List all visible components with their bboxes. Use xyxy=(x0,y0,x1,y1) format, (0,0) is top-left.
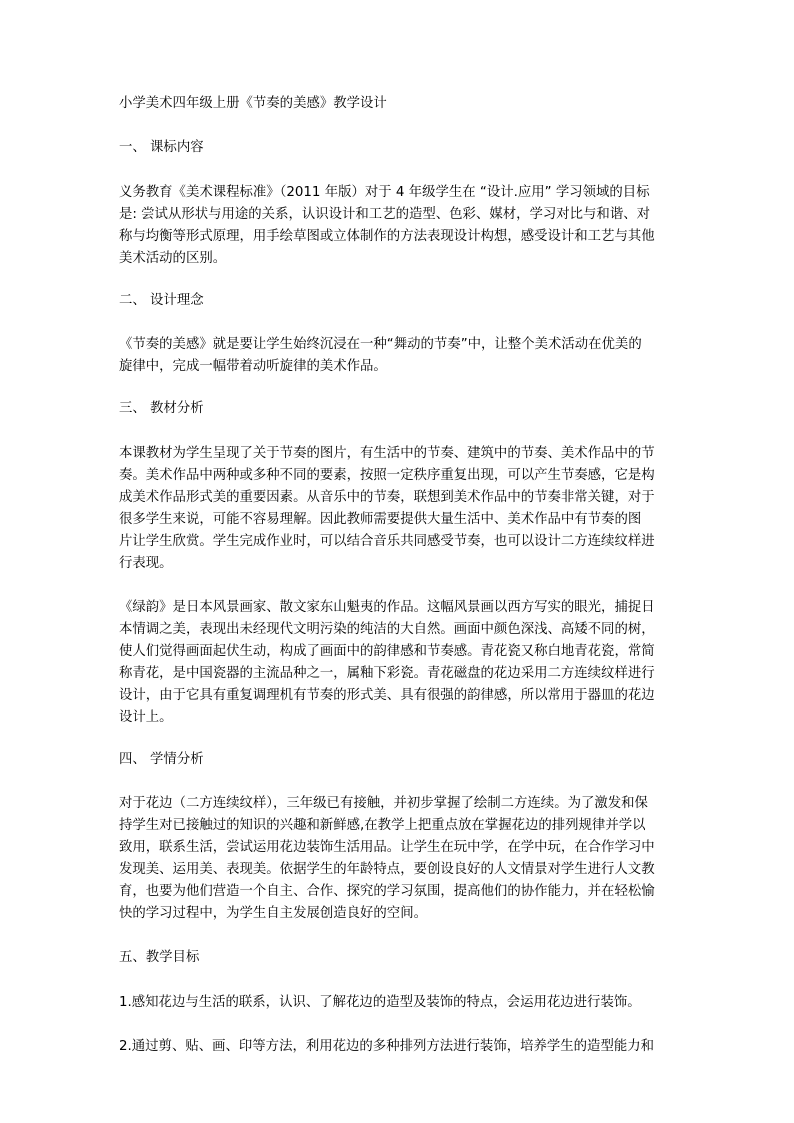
paragraph-line: 对于花边（二方连续纹样），三年级已有接触，并初步掌握了绘制二方连续。为了激发和保 xyxy=(119,796,648,811)
paragraph-line: 2.通过剪、贴、画、印等方法，利用花边的多种排列方法进行装饰，培养学生的造型能力和 xyxy=(119,1039,655,1054)
paragraph-line: 是: 尝试从形状与用途的关系，认识设计和工艺的造型、色彩、媒材，学习对比与和谐、对 xyxy=(119,207,650,222)
paragraph-line: 成美术作品形式美的重要因素。从音乐中的节奏，联想到美术作品中的节奏非常关键，对于 xyxy=(119,490,655,505)
section-heading: 五、教学目标 xyxy=(119,950,200,965)
paragraph-line: 《绿韵》是日本风景画家、散文家东山魁夷的作品。这幅风景画以西方写实的眼光，捕捉日 xyxy=(119,600,655,615)
paragraph xyxy=(119,443,679,575)
section-heading: 三、 教材分析 xyxy=(119,401,204,416)
paragraph-line: 发现美、运用美、表现美。依据学生的年龄特点，要创设良好的人文情景对学生进行人文教 xyxy=(119,862,655,877)
paragraph-line: 1.感知花边与生活的联系，认识、了解花边的造型及装饰的特点，会运用花边进行装饰。 xyxy=(119,995,641,1010)
paragraph xyxy=(119,992,679,1014)
paragraph-line: 称青花，是中国瓷器的主流品种之一，属釉下彩瓷。青花磁盘的花边采用二方连续纹样进行 xyxy=(119,666,655,681)
paragraph-line: 快的学习过程中，为学生自主发展创造良好的空间。 xyxy=(119,906,427,921)
paragraph xyxy=(119,793,679,925)
section-heading: 二、 设计理念 xyxy=(119,293,204,308)
paragraph xyxy=(119,182,679,270)
paragraph-line: 奏。美术作品中两种或多种不同的要素，按照一定秩序重复出现，可以产生节奏感，它是构 xyxy=(119,468,655,483)
paragraph-line: 使人们觉得画面起伏生动，构成了画面中的韵律感和节奏感。青花瓷又称白地青花瓷，常简 xyxy=(119,644,655,659)
paragraph-line: 片让学生欣赏。学生完成作业时，可以结合音乐共同感受节奏，也可以设计二方连续纹样进 xyxy=(119,534,655,549)
paragraph-line: 很多学生来说，可能不容易理解。因此教师需要提供大量生活中、美术作品中有节奏的图 xyxy=(119,512,642,527)
paragraph-line: 设计，由于它具有重复调理机有节奏的形式美、具有很强的韵律感，所以常用于器皿的花边 xyxy=(119,688,655,703)
paragraph-line: 设计上。 xyxy=(119,710,173,725)
paragraph-line: 育，也要为他们营造一个自主、合作、探究的学习氛围，提高他们的协作能力，并在轻松愉 xyxy=(119,884,655,899)
paragraph-line: 致用，联系生活，尝试运用花边装饰生活用品。让学生在玩中学，在学中玩，在合作学习中 xyxy=(119,840,655,855)
paragraph-line: 本课教材为学生呈现了关于节奏的图片，有生活中的节奏、建筑中的节奏、美术作品中的节 xyxy=(119,446,655,461)
document-page xyxy=(119,93,679,1058)
paragraph-line: 旋律中，完成一幅带着动听旋律的美术作品。 xyxy=(119,359,387,374)
document-title: 小学美术四年级上册《节奏的美感》教学设计 xyxy=(119,96,387,111)
paragraph xyxy=(119,597,679,729)
paragraph-line: 义务教育《美术课程标准》（2011 年版）对于 4 年级学生在 “设计.应用” 学习领域的目标 xyxy=(119,185,650,200)
section-heading: 一、 课标内容 xyxy=(119,140,204,155)
paragraph xyxy=(119,1036,679,1058)
paragraph-line: 持学生对已接触过的知识的兴趣和新鲜感,在教学上把重点放在掌握花边的排列规律并学以 xyxy=(119,818,646,833)
paragraph-line: 本情调之美，表现出未经现代文明污染的纯洁的大自然。画面中颜色深浅、高矮不同的树， xyxy=(119,622,655,637)
paragraph-line: 《节奏的美感》就是要让学生始终沉浸在一种“舞动的节奏”中，让整个美术活动在优美的 xyxy=(119,337,642,352)
paragraph-line: 行表现。 xyxy=(119,556,173,571)
paragraph-line: 美术活动的区别。 xyxy=(119,251,227,266)
paragraph xyxy=(119,334,679,378)
section-heading: 四、 学情分析 xyxy=(119,752,204,767)
paragraph-line: 称与均衡等形式原理，用手绘草图或立体制作的方法表现设计构想，感受设计和工艺与其他 xyxy=(119,229,655,244)
